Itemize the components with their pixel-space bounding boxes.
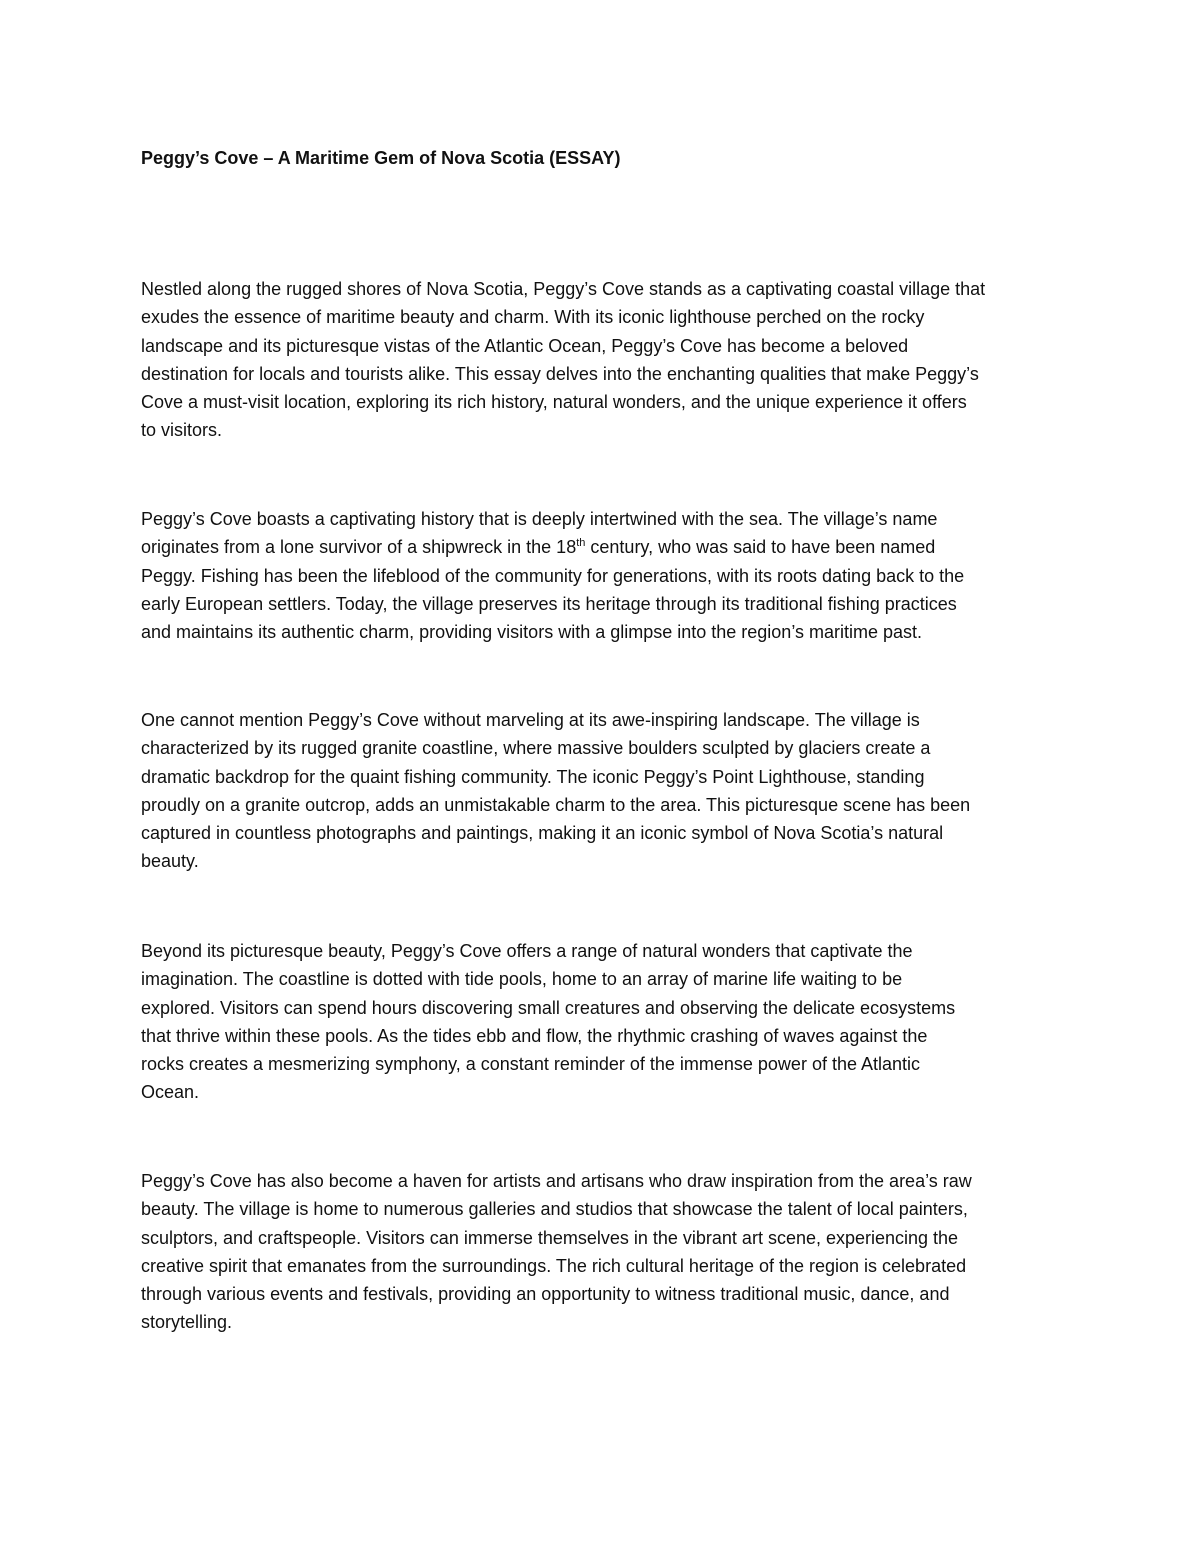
paragraph-line: and maintains its authentic charm, providing visitors with a glimpse into the region’s maritime past. [141,622,923,643]
paragraph-line: explored. Visitors can spend hours discovering small creatures and observing the delicate ecosystems [141,997,956,1018]
paragraph-arts-culture [141,1167,1061,1337]
paragraph-line: Peggy’s Cove has also become a haven for artists and artisans who draw inspiration from the area’s raw [141,1171,972,1191]
paragraph-line-with-superscript [141,533,1061,561]
essay-title: Peggy’s Cove – A Maritime Gem of Nova Scotia (ESSAY) [141,148,621,168]
paragraph-line: storytelling. [141,1312,233,1333]
paragraph-line: rocks creates a mesmerizing symphony, a constant reminder of the immense power of the Atlantic [141,1054,921,1075]
paragraph-line: Peggy’s Cove boasts a captivating history that is deeply intertwined with the sea. The village’s name [141,509,938,529]
line-text-after-superscript: century, who was said to have been named [585,537,936,558]
paragraph-line: sculptors, and craftspeople. Visitors can immerse themselves in the vibrant art scene, experiencing the [141,1227,959,1248]
paragraph-line: captured in countless photographs and paintings, making it an iconic symbol of Nova Scotia’s natural [141,823,944,844]
paragraph-line: destination for locals and tourists alike. This essay delves into the enchanting qualities that make Peggy’s [141,363,979,384]
ordinal-superscript: th [576,537,586,550]
paragraph-line: Peggy. Fishing has been the lifeblood of the community for generations, with its roots dating back to the [141,565,965,586]
paragraph-line: beauty. [141,851,199,872]
paragraph-line: landscape and its picturesque vistas of the Atlantic Ocean, Peggy’s Cove has become a beloved [141,335,909,356]
paragraph-line: characterized by its rugged granite coastline, where massive boulders sculpted by glaciers create a [141,738,931,759]
paragraph-line: creative spirit that emanates from the surroundings. The rich cultural heritage of the region is celebrated [141,1255,967,1276]
paragraph-natural-wonders [141,937,1061,1107]
paragraph-landscape [141,706,1061,876]
paragraph-line: that thrive within these pools. As the tides ebb and flow, the rhythmic crashing of waves against the [141,1025,928,1046]
paragraph-line: through various events and festivals, providing an opportunity to witness traditional music, dance, and [141,1284,950,1305]
paragraph-introduction [141,275,1061,445]
paragraph-line: Ocean. [141,1082,200,1103]
paragraph-line: Cove a must-visit location, exploring its rich history, natural wonders, and the unique experience it offers [141,392,967,413]
paragraph-line: dramatic backdrop for the quaint fishing community. The iconic Peggy’s Point Lighthouse, standing [141,766,925,787]
paragraph-line: exudes the essence of maritime beauty and charm. With its iconic lighthouse perched on the rocky [141,307,925,328]
paragraph-line: Nestled along the rugged shores of Nova Scotia, Peggy’s Cove stands as a captivating coastal village that [141,279,986,299]
paragraph-line: imagination. The coastline is dotted with tide pools, home to an array of marine life waiting to be [141,969,903,990]
paragraph-line: One cannot mention Peggy’s Cove without marveling at its awe-inspiring landscape. The village is [141,710,920,730]
paragraph-line: proudly on a granite outcrop, adds an unmistakable charm to the area. This picturesque scene has been [141,794,971,815]
line-text-before-superscript: originates from a lone survivor of a shipwreck in the 18 [141,537,577,558]
paragraph-line: to visitors. [141,420,223,441]
paragraph-history [141,505,1061,646]
paragraph-line: Beyond its picturesque beauty, Peggy’s Cove offers a range of natural wonders that captivate the [141,941,913,961]
paragraph-line: beauty. The village is home to numerous galleries and studios that showcase the talent of local painters, [141,1199,968,1220]
paragraph-line: early European settlers. Today, the village preserves its heritage through its traditional fishing practices [141,593,957,614]
